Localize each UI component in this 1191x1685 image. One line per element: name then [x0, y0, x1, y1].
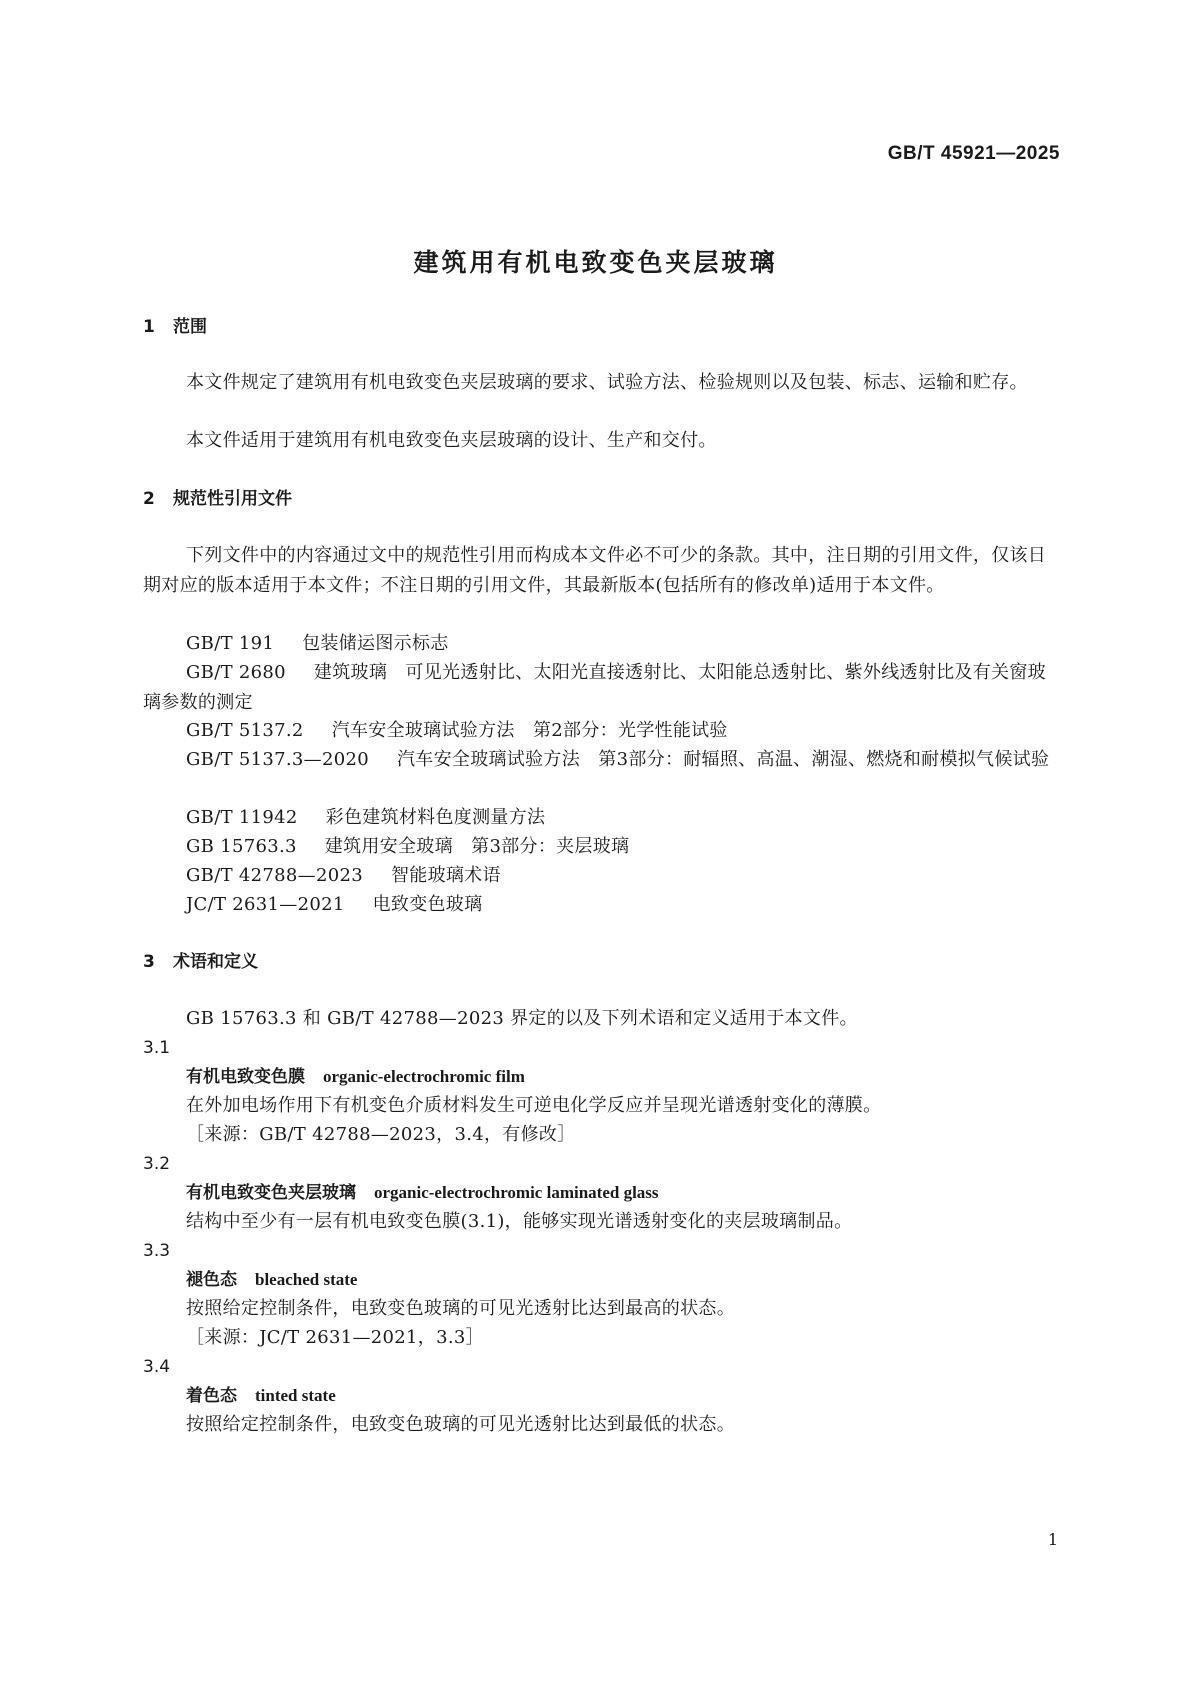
section-title: 范围: [173, 317, 207, 337]
reference-item: [186, 861, 501, 891]
terms-intro: GB 15763.3 和 GB/T 42788—2023 界定的以及下列术语和定义适用于本文件。: [186, 1008, 858, 1029]
reference-code: JC/T 2631—2021: [186, 894, 345, 915]
reference-code: GB/T 191: [186, 633, 275, 654]
document-title: 建筑用有机电致变色夹层玻璃: [413, 248, 778, 277]
section-heading-references: [143, 484, 292, 514]
term-name-zh: 褪色态: [186, 1270, 237, 1290]
reference-title: 建筑用安全玻璃 第3部分：夹层玻璃: [324, 836, 630, 857]
term-title: [186, 1062, 525, 1092]
reference-title: 智能玻璃术语: [390, 865, 501, 886]
page-number: 1: [1047, 1530, 1058, 1549]
reference-code: GB/T 2680: [186, 662, 286, 683]
term-name-en: tinted state: [255, 1386, 336, 1405]
standard-number: GB/T 45921—2025: [887, 143, 1060, 164]
section-heading-terms: [143, 947, 258, 977]
scope-paragraph-1: 本文件规定了建筑用有机电致变色夹层玻璃的要求、试验方法、检验规则以及包装、标志、运输和贮存。: [186, 372, 1028, 393]
reference-title: 汽车安全玻璃试验方法 第2部分：光学性能试验: [331, 720, 728, 741]
references-intro: 下列文件中的内容通过文中的规范性引用而构成本文件必不可少的条款。其中，注日期的引用文件，仅该日期对应的版本适用于本文件；不注日期的引用文件，其最新版本(包括所有的修改单)适用于本文件。: [143, 545, 1047, 596]
term-name-en: organic-electrochromic laminated glass: [374, 1183, 659, 1202]
term-name-zh: 着色态: [186, 1386, 237, 1406]
term-source: ［来源：GB/T 42788—2023，3.4，有修改］: [186, 1124, 576, 1145]
term-definition: 在外加电场作用下有机变色介质材料发生可逆电化学反应并呈现光谱透射变化的薄膜。: [186, 1095, 882, 1116]
reference-code: GB/T 11942: [186, 807, 298, 828]
reference-title: 彩色建筑材料色度测量方法: [325, 807, 546, 828]
reference-title: 包装储运图示标志: [302, 633, 449, 654]
term-name-zh: 有机电致变色膜: [186, 1067, 305, 1087]
term-number: 3.2: [143, 1154, 171, 1174]
reference-title: 电致变色玻璃: [372, 894, 483, 915]
reference-code: GB/T 42788—2023: [186, 865, 363, 886]
term-number: 3.4: [143, 1357, 171, 1377]
term-definition: 按照给定控制条件，电致变色玻璃的可见光透射比达到最低的状态。: [186, 1414, 735, 1435]
term-name-en: organic-electrochromic film: [323, 1067, 525, 1086]
reference-item: [186, 716, 728, 746]
reference-item: [143, 658, 1063, 718]
section-heading-scope: [143, 312, 207, 342]
section-number: 2: [143, 489, 155, 509]
term-title: [186, 1265, 357, 1295]
term-name-zh: 有机电致变色夹层玻璃: [186, 1183, 356, 1203]
term-title: [186, 1178, 659, 1208]
reference-item: [186, 832, 629, 862]
reference-code: GB/T 5137.3—2020: [186, 749, 369, 770]
reference-code: GB 15763.3: [186, 836, 297, 857]
section-title: 规范性引用文件: [173, 489, 292, 509]
reference-item: [186, 629, 449, 659]
term-title: [186, 1381, 336, 1411]
section-number: 3: [143, 952, 155, 972]
term-definition: 按照给定控制条件，电致变色玻璃的可见光透射比达到最高的状态。: [186, 1298, 735, 1319]
reference-item: [143, 745, 1063, 775]
reference-title: 汽车安全玻璃试验方法 第3部分：耐辐照、高温、潮湿、燃烧和耐模拟气候试验: [397, 749, 1050, 770]
scope-paragraph-2: 本文件适用于建筑用有机电致变色夹层玻璃的设计、生产和交付。: [186, 430, 717, 451]
reference-title: 建筑玻璃 可见光透射比、太阳光直接透射比、太阳能总透射比、紫外线透射比及有关窗玻璃参数的测定: [143, 662, 1046, 713]
reference-item: [186, 803, 545, 833]
section-title: 术语和定义: [173, 952, 258, 972]
term-number: 3.1: [143, 1038, 171, 1058]
reference-item: [186, 890, 482, 920]
term-source: ［来源：JC/T 2631—2021，3.3］: [186, 1327, 484, 1348]
section-number: 1: [143, 317, 155, 337]
term-definition: 结构中至少有一层有机电致变色膜(3.1)，能够实现光谱透射变化的夹层玻璃制品。: [186, 1211, 853, 1232]
term-name-en: bleached state: [255, 1270, 358, 1289]
reference-code: GB/T 5137.2: [186, 720, 304, 741]
term-number: 3.3: [143, 1241, 171, 1261]
